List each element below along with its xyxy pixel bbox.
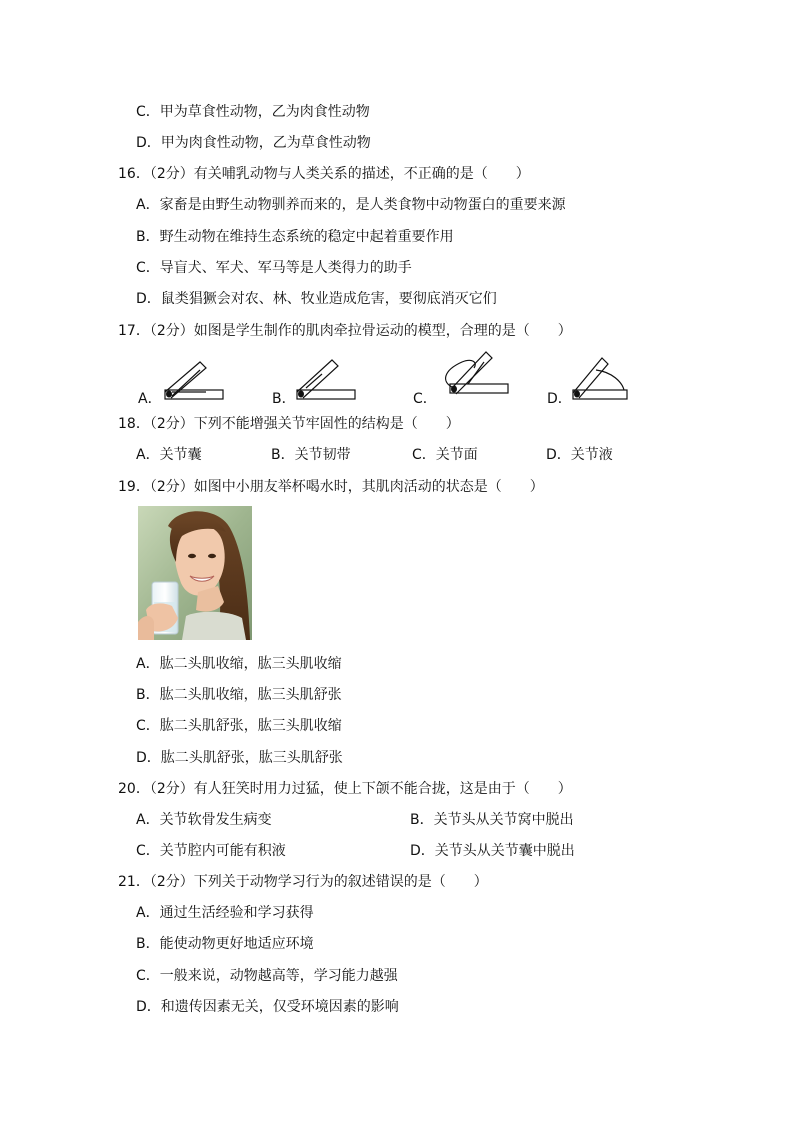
q21-option-b[interactable]: B．能使动物更好地适应环境 [136, 936, 314, 952]
q20-option-c[interactable]: C．关节腔内可能有积液 [136, 843, 286, 859]
q17-option-c-label[interactable]: C． [413, 391, 437, 407]
q16-option-b[interactable]: B．野生动物在维持生态系统的稳定中起着重要作用 [136, 229, 454, 245]
q18-option-b[interactable]: B．关节韧带 [271, 447, 351, 463]
q21-stem: 21．（2分）下列关于动物学习行为的叙述错误的是（ ） [118, 874, 488, 890]
q18-stem: 18．（2分）下列不能增强关节牢固性的结构是（ ） [118, 416, 460, 432]
q19-option-a[interactable]: A．肱二头肌收缩，肱三头肌收缩 [136, 656, 342, 672]
q16-stem: 16．（2分）有关哺乳动物与人类关系的描述，不正确的是（ ） [118, 166, 530, 182]
q20-stem: 20．（2分）有人狂笑时用力过猛，使上下颌不能合拢，这是由于（ ） [118, 781, 572, 797]
q18-option-c[interactable]: C．关节面 [412, 447, 478, 463]
q19-option-c[interactable]: C．肱二头肌舒张，肱三头肌收缩 [136, 718, 342, 734]
q17-model-d-figure [568, 354, 630, 402]
q18-option-a[interactable]: A．关节囊 [136, 447, 202, 463]
q21-option-a[interactable]: A．通过生活经验和学习获得 [136, 905, 314, 921]
q19-option-b[interactable]: B．肱二头肌收缩，肱三头肌舒张 [136, 687, 342, 703]
q21-option-d[interactable]: D．和遗传因素无关，仅受环境因素的影响 [136, 999, 399, 1015]
q17-stem: 17．（2分）如图是学生制作的肌肉牵拉骨运动的模型，合理的是（ ） [118, 323, 572, 339]
q17-model-a-figure [160, 352, 226, 402]
girl-drinking-water-photo [138, 506, 252, 640]
q17-model-b-figure [292, 352, 358, 402]
q20-option-d[interactable]: D．关节头从关节囊中脱出 [410, 843, 575, 859]
q18-option-d[interactable]: D．关节液 [546, 447, 613, 463]
q16-option-a[interactable]: A．家畜是由野生动物驯养而来的，是人类食物中动物蛋白的重要来源 [136, 197, 566, 213]
q16-option-d[interactable]: D．鼠类猖獗会对农、林、牧业造成危害，要彻底消灭它们 [136, 291, 497, 307]
q19-stem: 19．（2分）如图中小朋友举杯喝水时，其肌肉活动的状态是（ ） [118, 479, 544, 495]
q17-option-b-label[interactable]: B． [272, 391, 296, 407]
q19-option-d[interactable]: D．肱二头肌舒张，肱三头肌舒张 [136, 750, 343, 766]
q20-option-a[interactable]: A．关节软骨发生病变 [136, 812, 272, 828]
q15-option-c[interactable]: C．甲为草食性动物，乙为肉食性动物 [136, 104, 370, 120]
q17-model-c-figure [438, 348, 512, 400]
q16-option-c[interactable]: C．导盲犬、军犬、军马等是人类得力的助手 [136, 260, 412, 276]
q21-option-c[interactable]: C．一般来说，动物越高等，学习能力越强 [136, 968, 398, 984]
q15-option-d[interactable]: D．甲为肉食性动物，乙为草食性动物 [136, 135, 371, 151]
q20-option-b[interactable]: B．关节头从关节窝中脱出 [410, 812, 574, 828]
q17-option-d-label[interactable]: D． [547, 391, 572, 407]
q17-option-a-label[interactable]: A． [138, 391, 162, 407]
